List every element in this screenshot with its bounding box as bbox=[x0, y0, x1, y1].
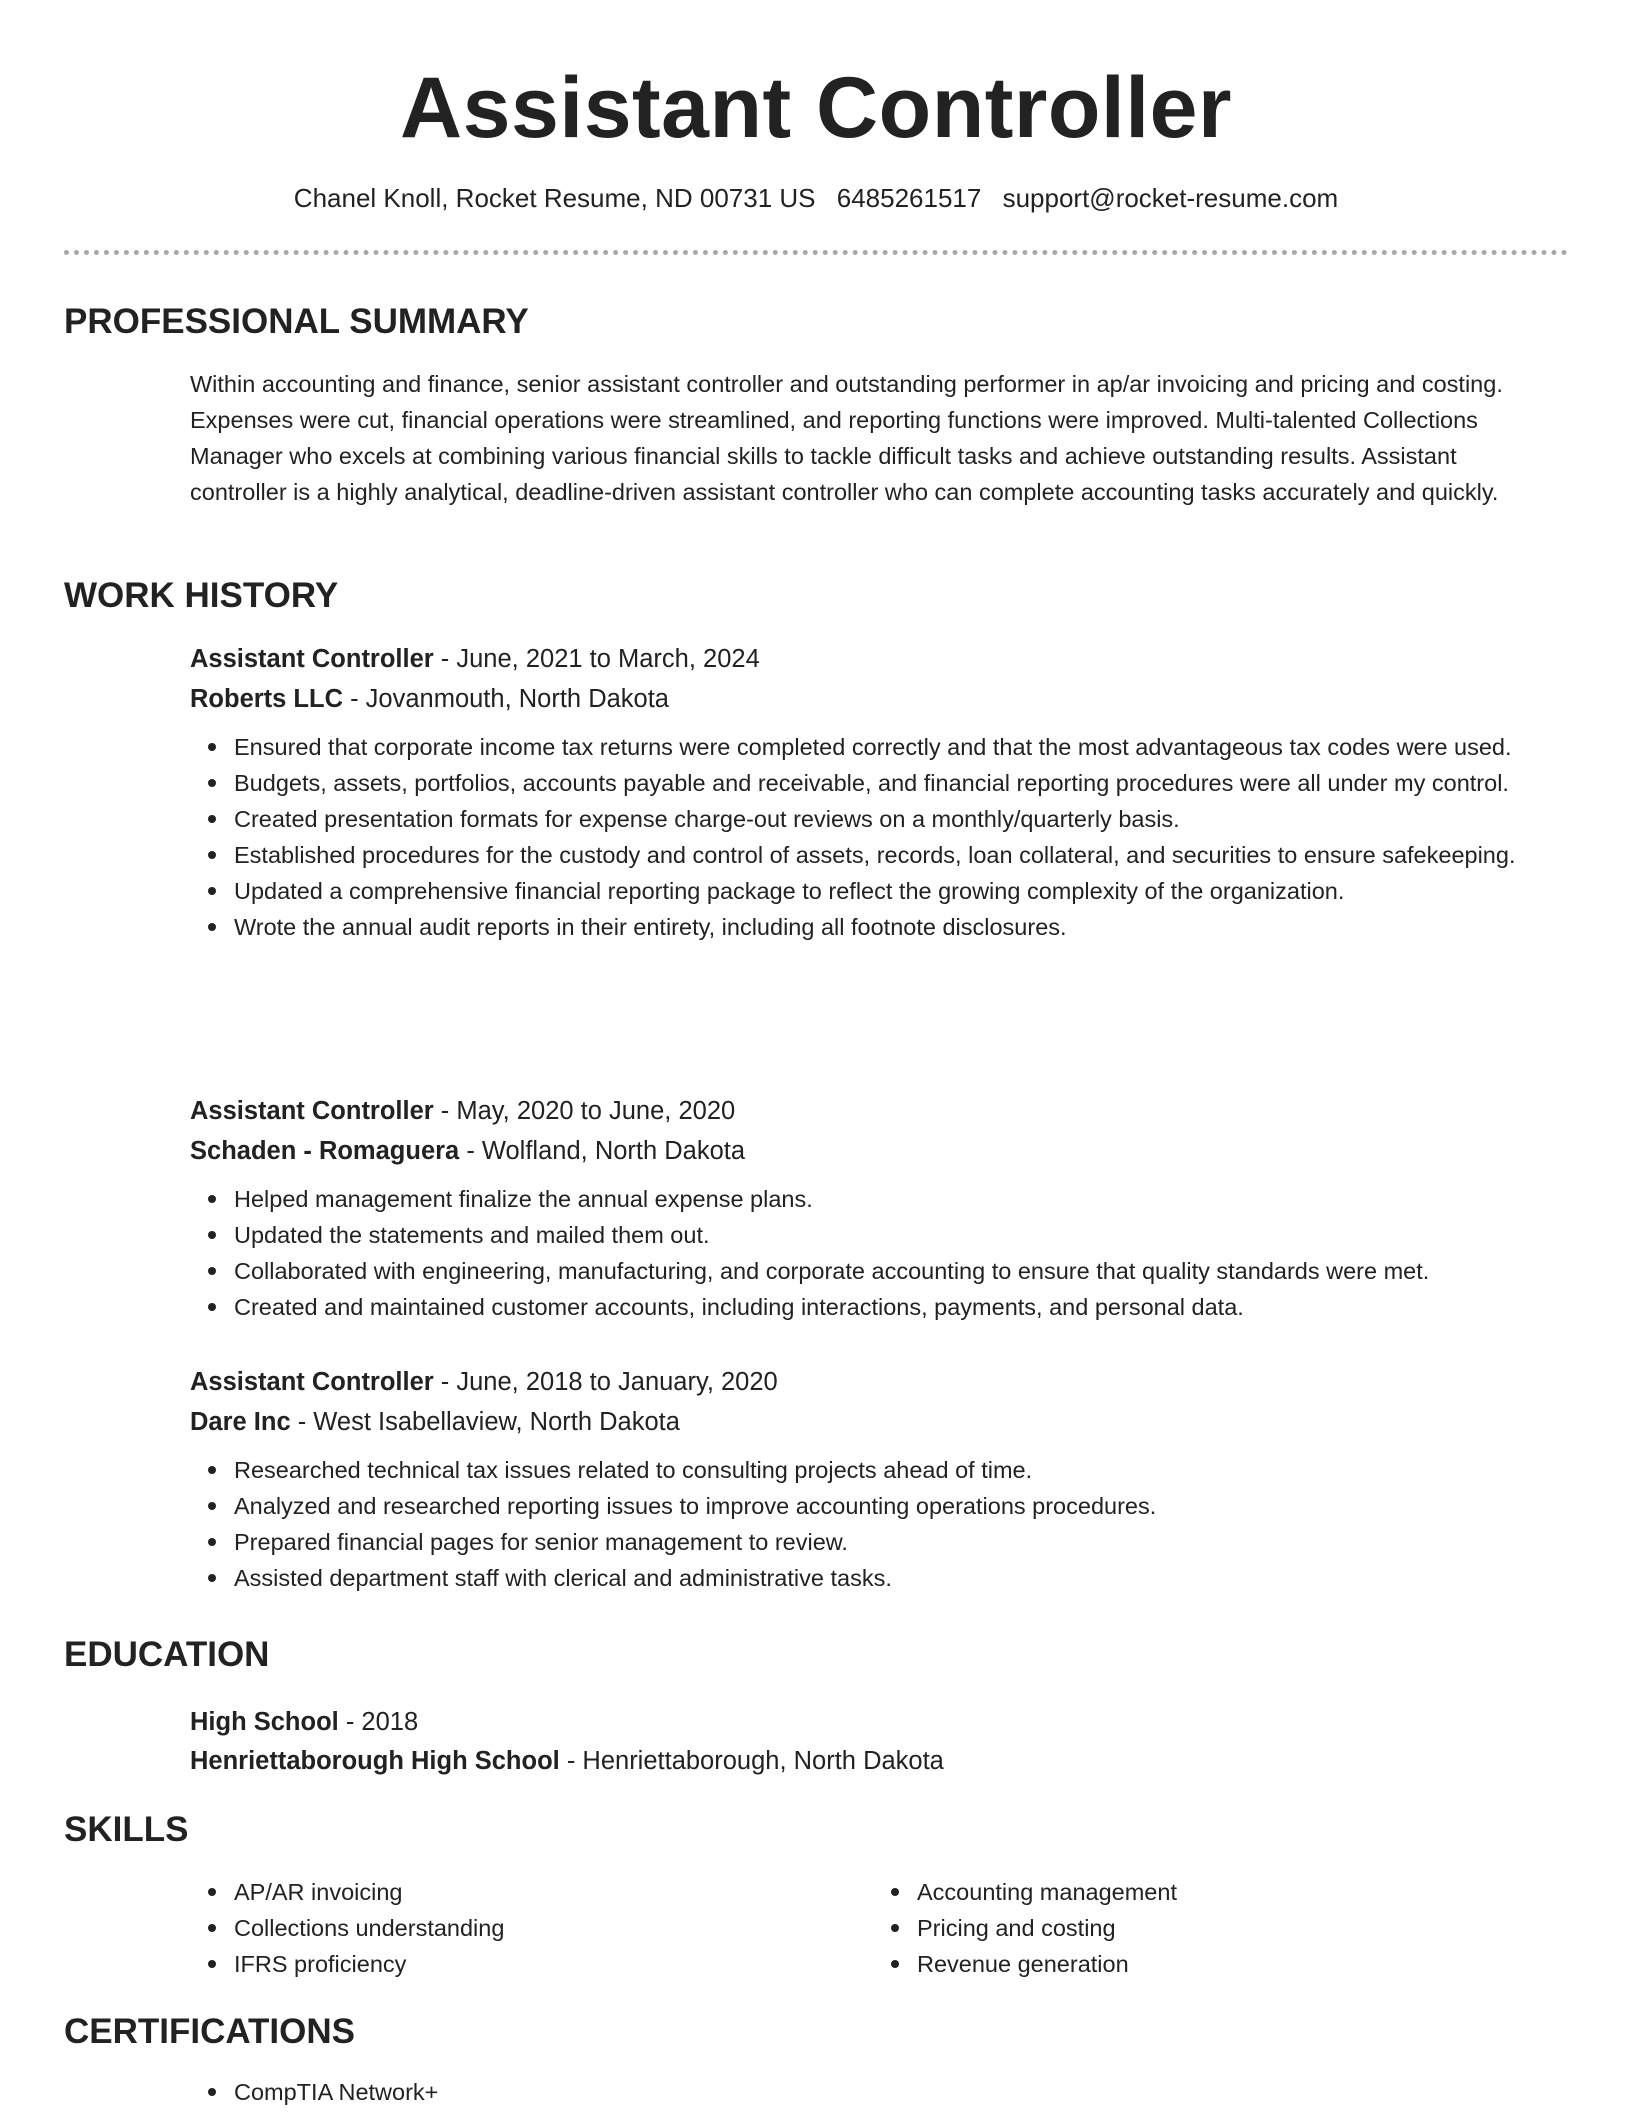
job-dates: - May, 2020 to June, 2020 bbox=[433, 1097, 736, 1125]
list-item: Accounting management bbox=[917, 1874, 1177, 1910]
list-item: AP/AR invoicing bbox=[234, 1874, 504, 1910]
list-item: Assisted department staff with clerical and administrative tasks. bbox=[234, 1560, 1594, 1596]
education-year: - 2018 bbox=[338, 1708, 419, 1736]
list-item: Ensured that corporate income tax returns were completed correctly and that the most advantageous tax codes were used. bbox=[234, 729, 1594, 765]
list-item: IFRS proficiency bbox=[234, 1946, 504, 1982]
job-location: - Wolfland, North Dakota bbox=[459, 1137, 746, 1165]
list-item: Created presentation formats for expense charge-out reviews on a monthly/quarterly basis. bbox=[234, 801, 1594, 837]
job-company: Roberts LLC bbox=[190, 685, 343, 713]
list-item: Collaborated with engineering, manufacturing, and corporate accounting to ensure that quality standards were met. bbox=[234, 1253, 1594, 1289]
list-item: Pricing and costing bbox=[917, 1910, 1177, 1946]
contact-phone: 6485261517 bbox=[836, 183, 982, 213]
job-dates: - June, 2021 to March, 2024 bbox=[433, 645, 760, 673]
job-company-line bbox=[190, 1404, 680, 1440]
education-school: Henriettaborough High School bbox=[190, 1747, 560, 1775]
job-bullets bbox=[190, 1452, 1594, 1596]
header-divider bbox=[64, 250, 1568, 255]
list-item: Updated the statements and mailed them out. bbox=[234, 1217, 1594, 1253]
job-dates: - June, 2018 to January, 2020 bbox=[433, 1368, 778, 1396]
job-role: Assistant Controller bbox=[190, 1368, 434, 1396]
skills-list-right bbox=[873, 1874, 1177, 1982]
certifications-list bbox=[190, 2074, 1594, 2110]
job-company: Dare Inc bbox=[190, 1408, 291, 1436]
job-bullets bbox=[190, 729, 1594, 945]
education-heading: EDUCATION bbox=[64, 1635, 270, 1674]
resume-title: Assistant Controller bbox=[400, 60, 1232, 156]
skills-list-left bbox=[190, 1874, 504, 1982]
job-role: Assistant Controller bbox=[190, 1097, 434, 1125]
list-item: Wrote the annual audit reports in their entirety, including all footnote disclosures. bbox=[234, 909, 1594, 945]
skills-heading: SKILLS bbox=[64, 1810, 189, 1849]
job-company-line bbox=[190, 681, 669, 717]
education-degree-line bbox=[190, 1704, 418, 1740]
list-item: Analyzed and researched reporting issues to improve accounting operations procedures. bbox=[234, 1488, 1594, 1524]
list-item: Helped management finalize the annual expense plans. bbox=[234, 1181, 1594, 1217]
list-item: Collections understanding bbox=[234, 1910, 504, 1946]
list-item: CompTIA Network+ bbox=[234, 2074, 1594, 2110]
job-title-line bbox=[190, 641, 760, 677]
job-title-line bbox=[190, 1364, 778, 1400]
contact-address: Chanel Knoll, Rocket Resume, ND 00731 US bbox=[293, 183, 816, 213]
list-item: Researched technical tax issues related to consulting projects ahead of time. bbox=[234, 1452, 1594, 1488]
list-item: Revenue generation bbox=[917, 1946, 1177, 1982]
list-item: Prepared financial pages for senior management to review. bbox=[234, 1524, 1594, 1560]
certifications-heading: CERTIFICATIONS bbox=[64, 2012, 356, 2051]
education-school-line bbox=[190, 1743, 944, 1779]
list-item: Updated a comprehensive financial reporting package to reflect the growing complexity of the organization. bbox=[234, 873, 1594, 909]
job-title-line bbox=[190, 1093, 735, 1129]
job-location: - West Isabellaview, North Dakota bbox=[290, 1408, 680, 1436]
job-bullets bbox=[190, 1181, 1594, 1325]
list-item: Budgets, assets, portfolios, accounts payable and receivable, and financial reporting procedures were all under my control. bbox=[234, 765, 1594, 801]
job-company: Schaden - Romaguera bbox=[190, 1137, 460, 1165]
list-item: Created and maintained customer accounts, including interactions, payments, and personal data. bbox=[234, 1289, 1594, 1325]
summary-text: Within accounting and finance, senior assistant controller and outstanding performer in ap/ar invoicing and pricing and costing. Expenses were cut, financial operations were streamlined, and reporting functions were improved. Multi-talented Collections Manager who excels at combining various financial skills to tackle difficult tasks and achieve outstanding results. Assistant controller is a highly analytical, deadline-driven assistant controller who can complete accounting tasks accurately and quickly. bbox=[190, 371, 1503, 505]
education-degree: High School bbox=[190, 1708, 339, 1736]
job-role: Assistant Controller bbox=[190, 645, 434, 673]
work-history-heading: WORK HISTORY bbox=[64, 576, 339, 615]
contact-email: support@rocket-resume.com bbox=[1002, 183, 1339, 213]
contact-line bbox=[0, 180, 1632, 216]
list-item: Established procedures for the custody and control of assets, records, loan collateral, and securities to ensure safekeeping. bbox=[234, 837, 1594, 873]
job-company-line bbox=[190, 1133, 745, 1169]
summary-heading: PROFESSIONAL SUMMARY bbox=[64, 302, 529, 341]
job-location: - Jovanmouth, North Dakota bbox=[343, 685, 669, 713]
education-location: - Henriettaborough, North Dakota bbox=[559, 1747, 944, 1775]
